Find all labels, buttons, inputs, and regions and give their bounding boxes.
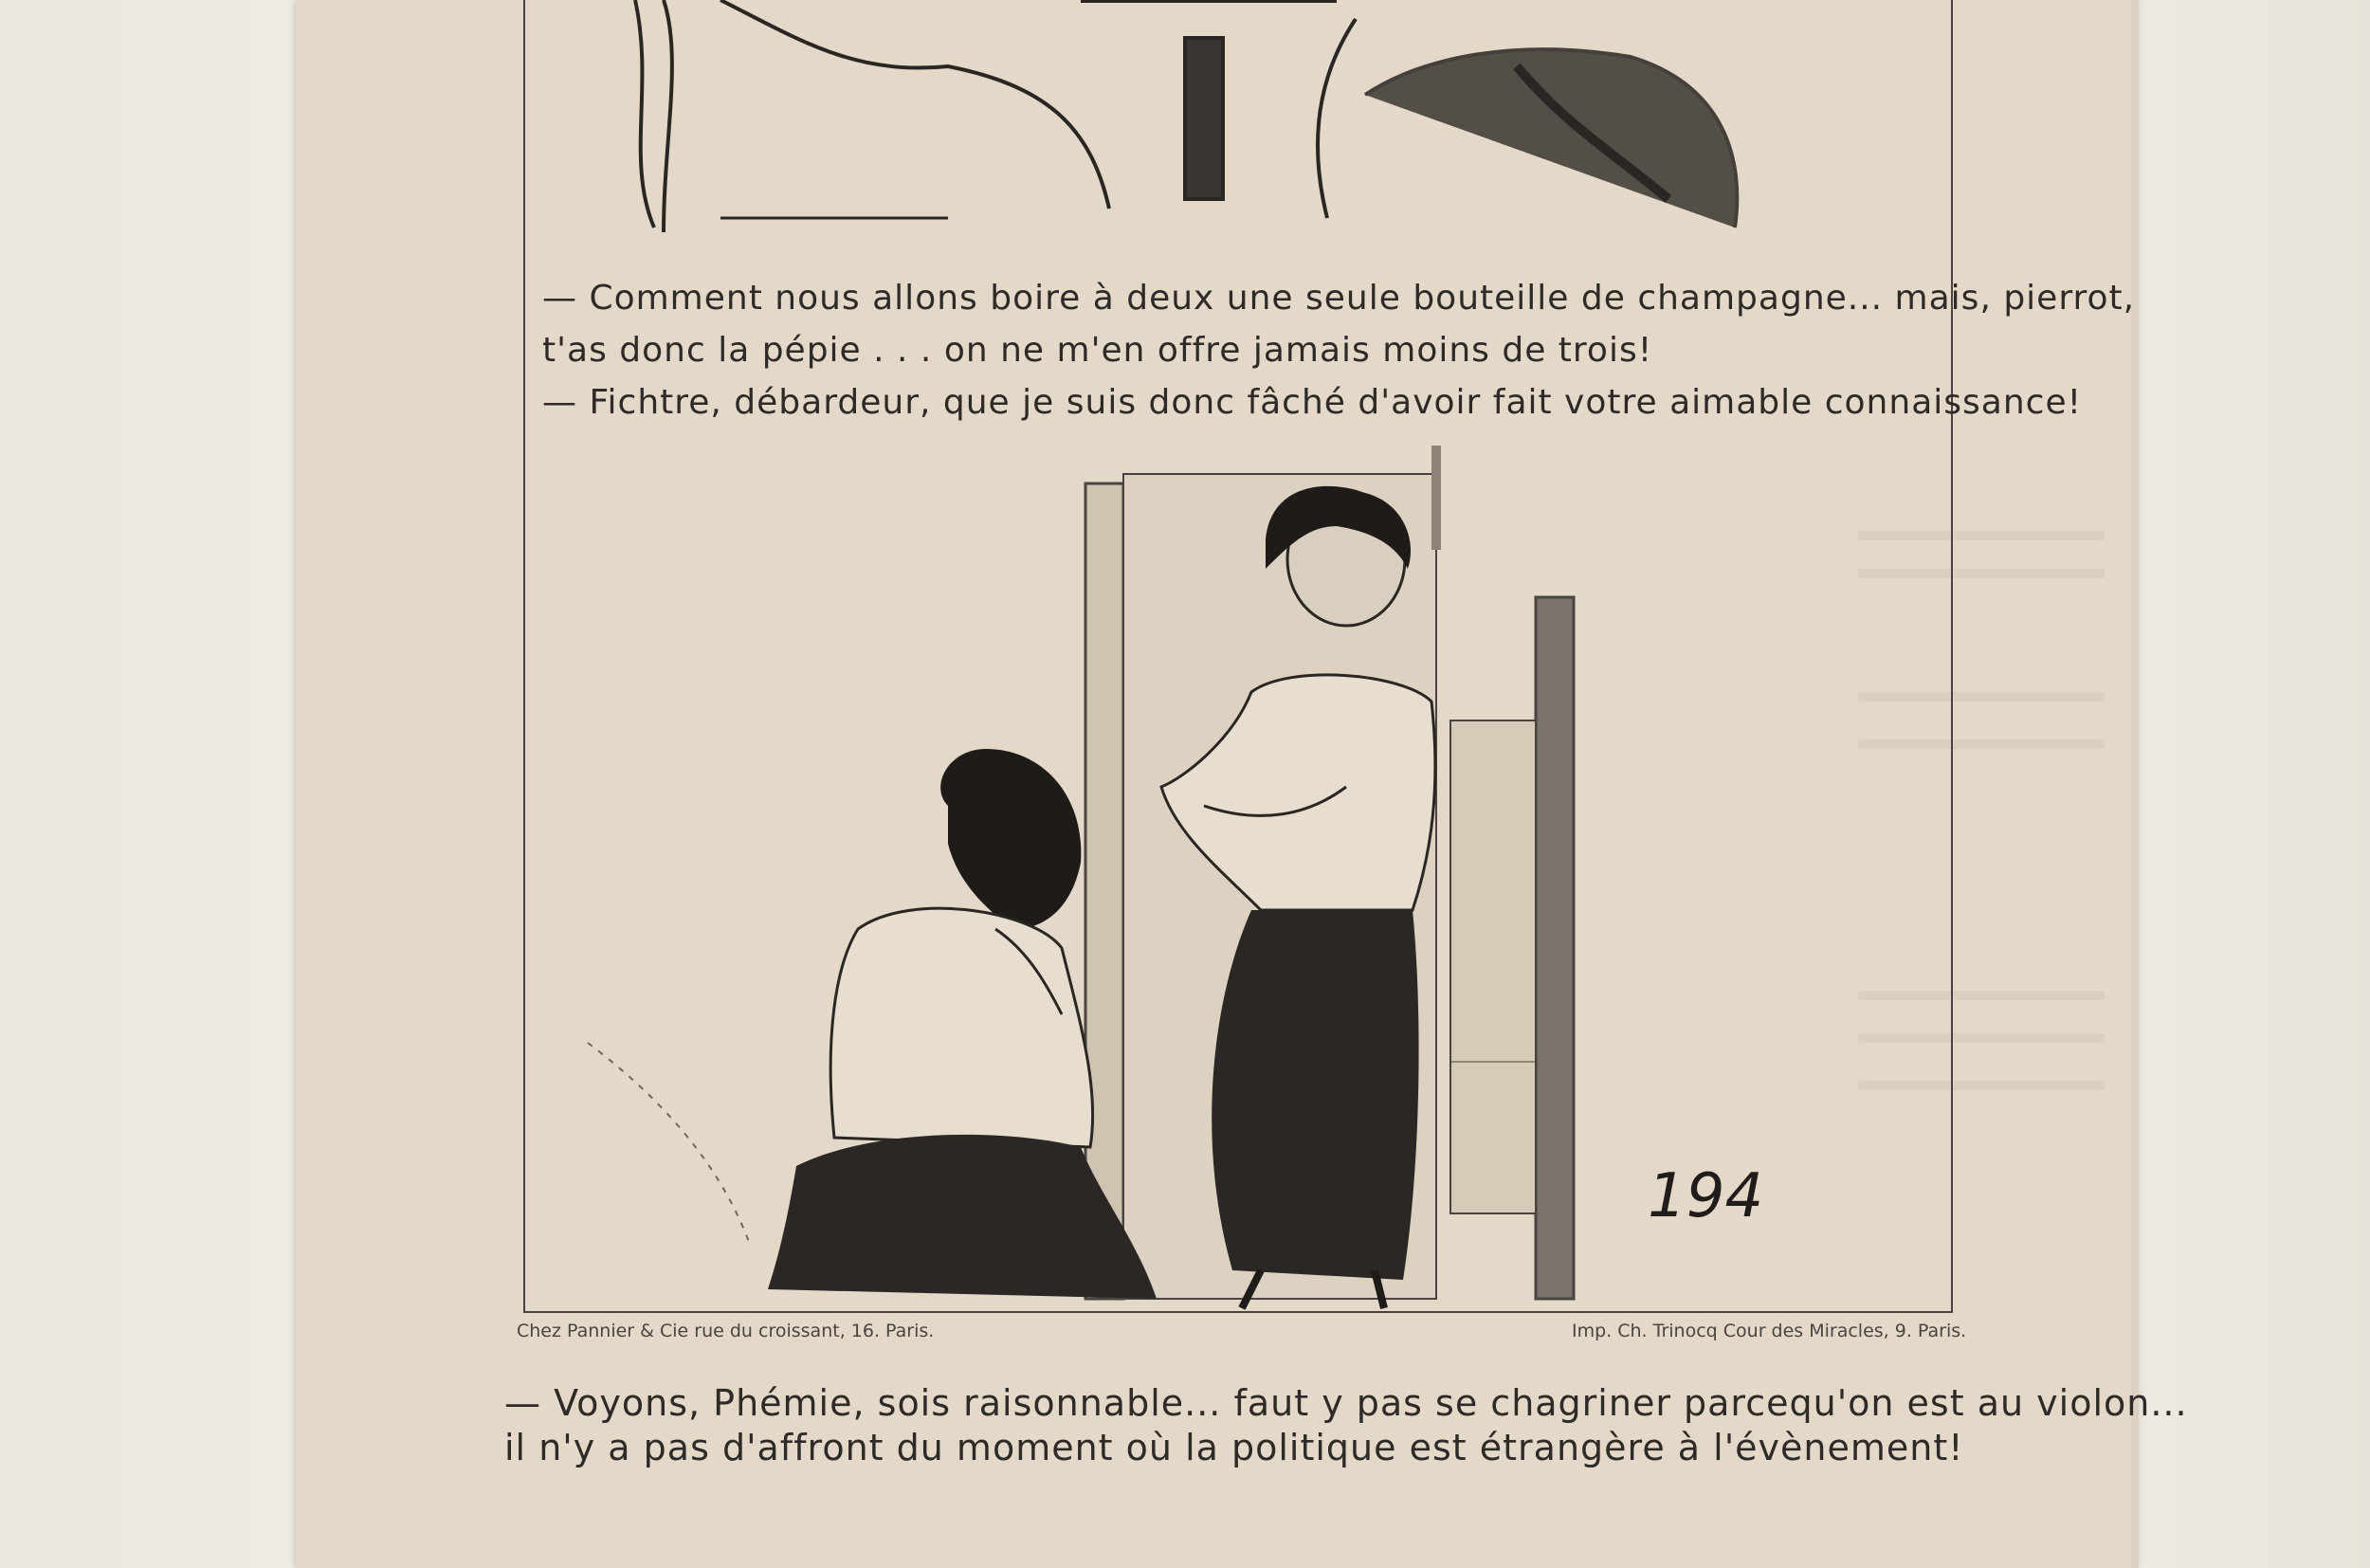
kneeling-woman-drawing [588,749,1157,1299]
bottom-caption-line-1: — Voyons, Phémie, sois raisonnable... faut y pas se chagriner parcequ'on est au violon... [504,1382,2188,1424]
bottom-caption-line-2: il n'y a pas d'affront du moment où la politique est étrangère à l'évènement! [504,1427,1964,1468]
publisher-imprint: Chez Pannier & Cie rue du croissant, 16. Paris. [517,1321,935,1341]
top-caption-line-3: — Fichtre, débardeur, que je suis donc fâché d'avoir fait votre aimable connaissance! [542,383,2083,422]
printer-imprint: Imp. Ch. Trinocq Cour des Miracles, 9. Paris. [1572,1321,1967,1341]
top-caption-line-2: t'as donc la pépie . . . on ne m'en offre jamais moins de trois! [542,331,1653,370]
top-scene-drawing [635,0,1737,232]
top-caption-line-1: — Comment nous allons boire à deux une seule bouteille de champagne... mais, pierrot, [542,279,2136,318]
plate-number: 194 [1648,1161,1764,1231]
